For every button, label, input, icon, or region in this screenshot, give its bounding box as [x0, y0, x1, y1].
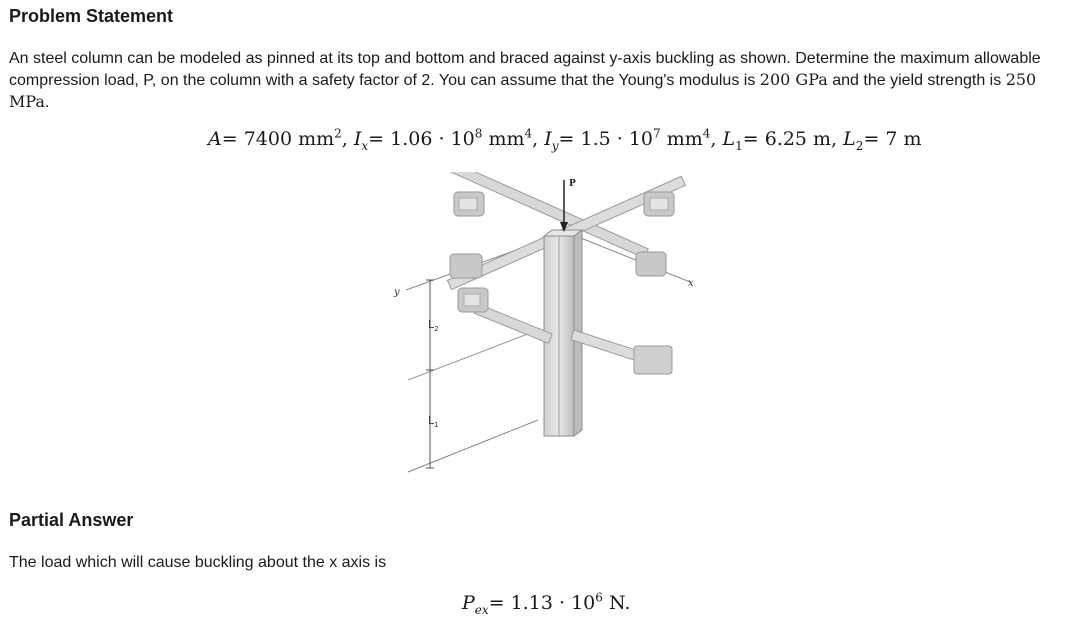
critical-load-equation: $P_{ex}= 1.13 \cdot 10^6$ N.: [462, 590, 631, 617]
y-axis-label: y: [394, 287, 400, 298]
partial-answer-heading: Partial Answer: [9, 510, 134, 530]
yield-strength-value: 250 MPa: [9, 70, 1037, 111]
wall-support-top-left: [454, 192, 484, 216]
x-axis-label: x: [688, 278, 694, 289]
brace-level-line: [408, 330, 538, 380]
L2-label: $L_2$: [428, 318, 439, 333]
given-values-equation: A= 7400 $mm^2$, $I_x= 1.06 \cdot 10^8$ $mm^4$, $I_y= 1.5 \cdot 10^7$ $mm^4$, $L_1= 6.25$ m, $L_2= 7$ m: [208, 126, 922, 153]
ground-line: [408, 420, 538, 472]
problem-heading: Problem Statement: [9, 6, 174, 26]
L1-label: $L_1$: [428, 414, 439, 429]
wall-support-lower-left: [458, 288, 488, 312]
wall-support-mid-left: [450, 254, 482, 278]
wall-support-lower-right: [634, 346, 672, 374]
load-label: P: [569, 179, 576, 189]
wall-support-mid-right: [636, 252, 666, 276]
column-figure: [388, 172, 708, 478]
wall-support-top-right: [644, 192, 674, 216]
partial-answer-text: The load which will cause buckling about the x axis is: [9, 554, 387, 571]
problem-statement: An steel column can be modeled as pinned at its top and bottom and braced against y-axis buckling as shown. Determine the maximum allowable compression load, P, on the column with a safety factor of 2. You can assume that the Young's modulus is 200 GPa and the yield strength is 250 MPa.: [9, 50, 1041, 111]
youngs-modulus-value: 200 GPa: [759, 70, 828, 89]
